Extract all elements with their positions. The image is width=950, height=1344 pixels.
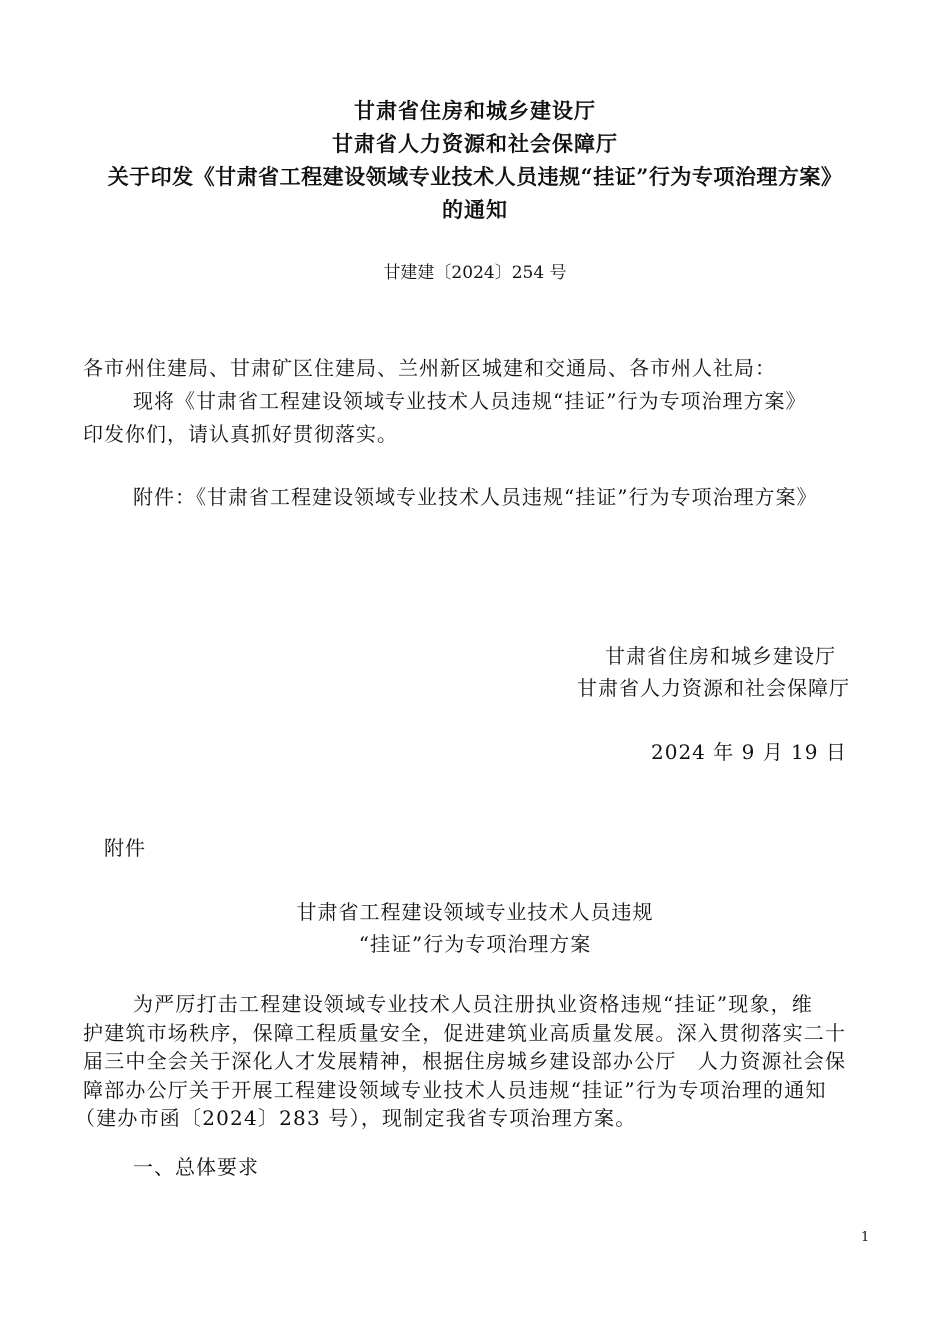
attachment-intro-paragraph xyxy=(75,990,873,1133)
notice-title-line-2: 甘肃省人力资源和社会保障厅 xyxy=(332,131,618,156)
notice-title-line-3: 关于印发《甘肃省工程建设领域专业技术人员违规“挂证”行为专项治理方案》 xyxy=(107,164,843,189)
page-number: 1 xyxy=(861,1230,870,1245)
paragraph-line: 届三中全会关于深化人才发展精神，根据住房城乡建设部办公厅 人力资源社会保 xyxy=(83,1049,847,1073)
paragraph-line: 障部办公厅关于开展工程建设领域专业技术人员违规“挂证”行为专项治理的通知 xyxy=(83,1077,827,1102)
paragraph-line: 为严厉打击工程建设领域专业技术人员注册执业资格违规“挂证”现象，维 xyxy=(133,992,814,1016)
issue-date: 2024 年 9 月 19 日 xyxy=(651,740,847,764)
attachment-label: 附件 xyxy=(104,836,146,860)
paragraph-line: 护建筑市场秩序，保障工程质量安全，促进建筑业高质量发展。深入贯彻落实二十 xyxy=(83,1020,847,1045)
section-heading: 一、总体要求 xyxy=(133,1155,259,1179)
attachment-title-line-1: 甘肃省工程建设领域专业技术人员违规 xyxy=(296,900,654,924)
attachment-reference: 附件：《甘肃省工程建设领域专业技术人员违规“挂证”行为专项治理方案》 xyxy=(133,485,818,509)
notice-title-line-1: 甘肃省住房和城乡建设厅 xyxy=(354,98,596,123)
document-number: 甘建建〔2024〕254 号 xyxy=(383,263,567,283)
paragraph-line: （建办市函〔2024〕283 号），现制定我省专项治理方案。 xyxy=(75,1106,637,1130)
notice-title-line-4: 的通知 xyxy=(442,197,508,222)
attachment-title-line-2: “挂证”行为专项治理方案 xyxy=(358,932,592,956)
notice-body-line-1: 现将《甘肃省工程建设领域专业技术人员违规“挂证”行为专项治理方案》 xyxy=(133,389,807,413)
signature-hr-department: 甘肃省人力资源和社会保障厅 xyxy=(577,676,850,700)
signature-housing-department: 甘肃省住房和城乡建设厅 xyxy=(605,644,836,668)
notice-body-line-2: 印发你们，请认真抓好贯彻落实。 xyxy=(83,422,398,446)
addressees: 各市州住建局、甘肃矿区住建局、兰州新区城建和交通局、各市州人社局： xyxy=(83,356,776,380)
